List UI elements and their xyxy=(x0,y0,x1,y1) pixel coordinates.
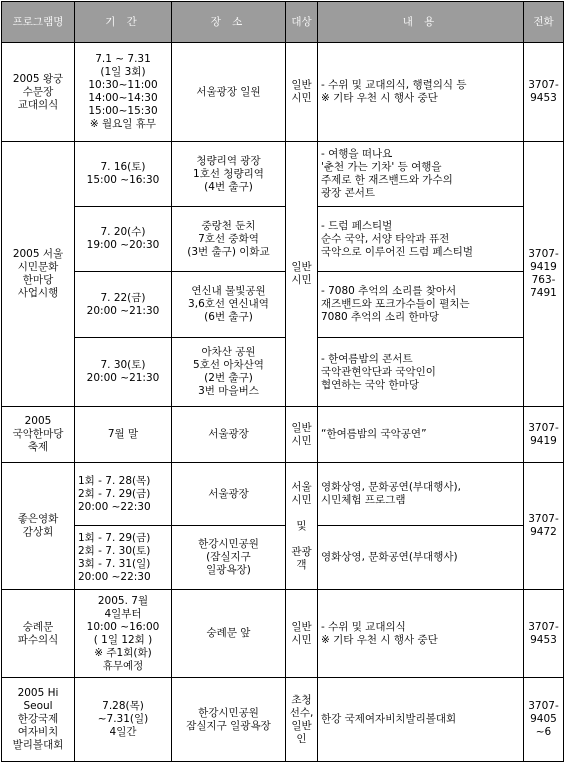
program-cell: 2005 Hi Seoul 한강국제 여자비치 발리볼대회 xyxy=(2,678,75,762)
event-schedule-table xyxy=(1,1,564,762)
target-cell: 초청 선수, 일반 인 xyxy=(286,678,318,762)
content-cell: - 7080 추억의 소리를 찾아서 재즈밴드와 포크가수들이 펼치는 7080 추억의 소리 한마당 xyxy=(318,272,524,338)
target-cell: 서울 시민 및 관광 객 xyxy=(286,463,318,590)
table-row xyxy=(2,207,564,272)
period-cell: 7. 30(토) 20:00 ~21:30 xyxy=(75,338,172,407)
period-cell: 7월 말 xyxy=(75,407,172,463)
period-cell: 7. 20(수) 19:00 ~20:30 xyxy=(75,207,172,272)
phone-cell: 3707- 9419 xyxy=(524,407,564,463)
phone-cell: 3707- 9453 xyxy=(524,590,564,678)
content-cell: 영화상영, 문화공연(부대행사), 시민체험 프로그램 xyxy=(318,463,524,526)
place-cell: 한강시민공원 잠실지구 일광욕장 xyxy=(172,678,286,762)
content-cell: - 한여름밤의 콘서트 국악관현악단과 국악인이 협연하는 국악 한마당 xyxy=(318,338,524,407)
target-cell: 일반 시민 xyxy=(286,590,318,678)
header-phone: 전화 xyxy=(524,2,564,43)
table-row xyxy=(2,272,564,338)
period-cell: 7.28(목) ~7.31(일) 4일간 xyxy=(75,678,172,762)
program-cell: 2005 왕궁 수문장 교대의식 xyxy=(2,43,75,142)
place-cell: 서울광장 일원 xyxy=(172,43,286,142)
header-content: 내 용 xyxy=(318,2,524,43)
table-row xyxy=(2,590,564,678)
table-row xyxy=(2,463,564,526)
place-cell: 연신내 물빛공원 3,6호선 연신내역 (6번 출구) xyxy=(172,272,286,338)
target-cell: 일반 시민 xyxy=(286,407,318,463)
place-cell: 청량리역 광장 1호선 청량리역 (4번 출구) xyxy=(172,142,286,207)
target-cell: 일반 시민 xyxy=(286,43,318,142)
period-cell: 1회 - 7. 28(목) 2회 - 7. 29(금) 20:00 ~22:30 xyxy=(75,463,172,526)
table-row xyxy=(2,526,564,590)
header-place: 장 소 xyxy=(172,2,286,43)
program-cell: 숭례문 파수의식 xyxy=(2,590,75,678)
table-row xyxy=(2,678,564,762)
table-row xyxy=(2,407,564,463)
place-cell: 서울광장 xyxy=(172,407,286,463)
header-program: 프로그램명 xyxy=(2,2,75,43)
content-cell: 영화상영, 문화공연(부대행사) xyxy=(318,526,524,590)
program-cell: 2005 서울 시민문화 한마당 사업시행 xyxy=(2,142,75,407)
phone-cell: 3707- 9453 xyxy=(524,43,564,142)
phone-cell: 3707- 9472 xyxy=(524,463,564,590)
place-cell: 서울광장 xyxy=(172,463,286,526)
phone-cell: 3707- 9419 763- 7491 xyxy=(524,142,564,407)
table-row xyxy=(2,338,564,407)
target-cell: 일반 시민 xyxy=(286,142,318,407)
period-cell: 7. 22(금) 20:00 ~21:30 xyxy=(75,272,172,338)
content-cell: - 수위 및 교대의식, 행렬의식 등 ※ 기타 우천 시 행사 중단 xyxy=(318,43,524,142)
program-cell: 2005 국악한마당 축제 xyxy=(2,407,75,463)
period-cell: 2005. 7월 4일부터 10:00 ~16:00 ( 1일 12회 ) ※ 주1회(화) 휴무예정 xyxy=(75,590,172,678)
header-target: 대상 xyxy=(286,2,318,43)
content-cell: - 여행을 떠나요 '춘천 가는 기차' 등 여행을 주제로 한 재즈밴드와 가수의 광장 콘서트 xyxy=(318,142,524,207)
place-cell: 한강시민공원 (잠실지구 일광욕장) xyxy=(172,526,286,590)
period-cell: 7.1 ~ 7.31 (1일 3회) 10:30~11:00 14:00~14:30 15:00~15:30 ※ 월요일 휴무 xyxy=(75,43,172,142)
header-period: 기 간 xyxy=(75,2,172,43)
program-cell: 좋은영화 감상회 xyxy=(2,463,75,590)
place-cell: 숭례문 앞 xyxy=(172,590,286,678)
content-cell: 한강 국제여자비치발리볼대회 xyxy=(318,678,524,762)
table-row xyxy=(2,43,564,142)
period-cell: 7. 16(토) 15:00 ~16:30 xyxy=(75,142,172,207)
content-cell: - 드럼 페스티벌 순수 국악, 서양 타악과 퓨전 국악으로 이루어진 드럼 페스티벌 xyxy=(318,207,524,272)
table-row xyxy=(2,142,564,207)
content-cell: - 수위 및 교대의식 ※ 기타 우천 시 행사 중단 xyxy=(318,590,524,678)
place-cell: 중랑천 둔치 7호선 중화역 (3번 출구) 이화교 xyxy=(172,207,286,272)
period-cell: 1회 - 7. 29(금) 2회 - 7. 30(토) 3회 - 7. 31(일) 20:00 ~22:30 xyxy=(75,526,172,590)
header-row xyxy=(2,2,564,43)
place-cell: 아차산 공원 5호선 아차산역 (2번 출구) 3번 마을버스 xyxy=(172,338,286,407)
content-cell: “한여름밤의 국악공연” xyxy=(318,407,524,463)
phone-cell: 3707- 9405 ~6 xyxy=(524,678,564,762)
